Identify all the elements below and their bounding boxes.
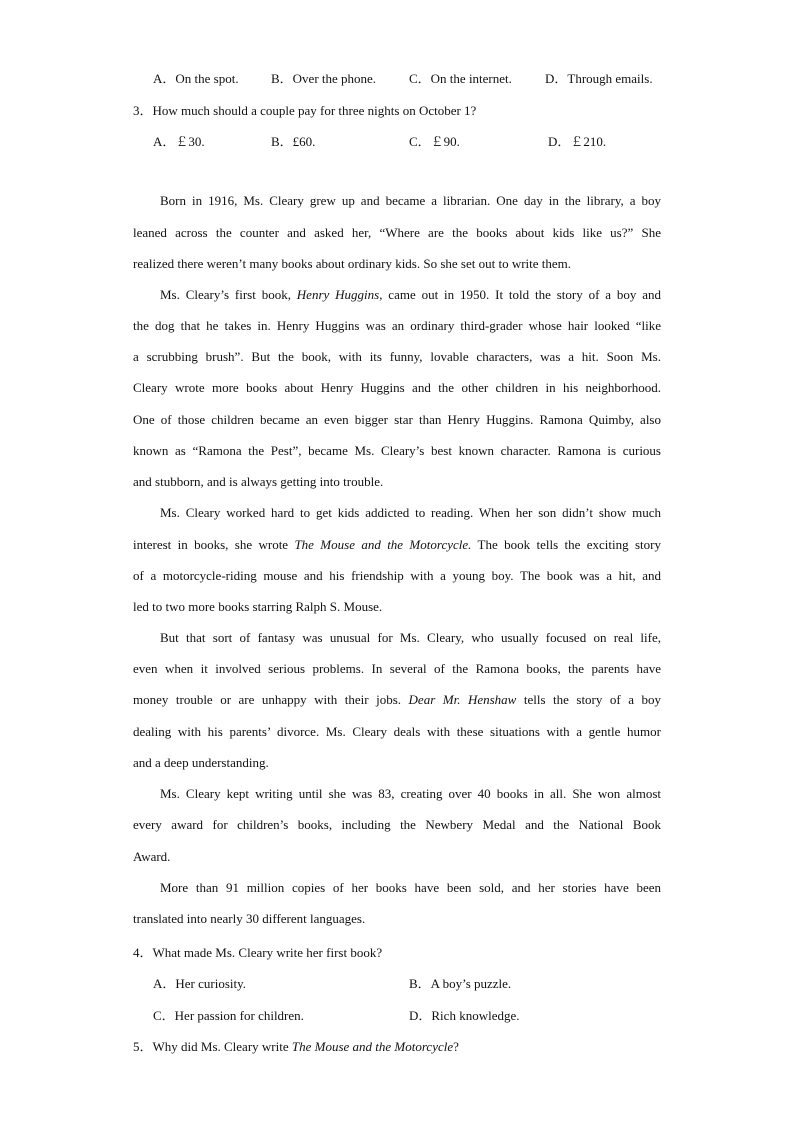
text-run: tells the story of a boy [516,692,661,707]
passage-line: realized there weren’t many books about ordinary kids. So she set out to write them. [133,256,572,271]
passage-line: One of those children became an even bigger star than Henry Huggins. Ramona Quimby, also [133,412,661,427]
q4-option-d[interactable]: D．Rich knowledge. [409,1008,520,1023]
passage-line: More than 91 million copies of her books have been sold, and her stories have been [160,880,661,895]
passage-line: leaned across the counter and asked her, “Where are the books about kids like us?” She [133,225,661,240]
passage-line: Award. [133,849,171,864]
q3-option-b[interactable]: B．£60. [271,134,316,149]
book-title: The Mouse and the Motorcycle [291,1039,454,1054]
passage-line: and stubborn, and is always getting into trouble. [133,474,384,489]
q4-option-b[interactable]: B．A boy’s puzzle. [409,976,512,991]
passage-line: of a motorcycle-riding mouse and his friendship with a young boy. The book was a hit, and [133,568,661,583]
passage-line: led to two more books starring Ralph S. Mouse. [133,599,383,614]
q4-options-row2 [153,1005,693,1025]
passage-line: even when it involved serious problems. In several of the Ramona books, the parents have [133,661,661,676]
passage-line: But that sort of fantasy was unusual for Ms. Cleary, who usually focused on real life, [160,630,661,645]
text-run: The book tells the exciting story [471,537,661,552]
passage-line: Born in 1916, Ms. Cleary grew up and became a librarian. One day in the library, a boy [160,193,661,208]
q3-option-c[interactable]: C．￡90. [409,134,460,149]
text-run: , came out in 1950. It told the story of a boy and [379,287,661,302]
passage-line: dealing with his parents’ divorce. Ms. Cleary deals with these situations with a gentle humor [133,724,661,739]
text-run: interest in books, she wrote [133,537,295,552]
q4-option-a[interactable]: A．Her curiosity. [153,976,247,991]
q3-option-d[interactable]: D．￡210. [548,134,607,149]
text-run: ? [453,1039,459,1054]
q5-stem [133,1036,459,1055]
passage-line: Cleary wrote more books about Henry Huggins and the other children in his neighborhood. [133,380,661,395]
q3-options [153,131,693,151]
q4-option-c[interactable]: C．Her passion for children. [153,1008,304,1023]
book-title: The Mouse and the Motorcycle. [294,537,472,552]
q4-options-row1 [153,973,693,993]
book-title: Henry Huggins [296,287,380,302]
q2-option-c[interactable]: C．On the internet. [409,71,512,86]
q4-stem: 4．What made Ms. Cleary write her first book? [133,945,383,960]
passage-line [133,537,661,553]
passage-line: Ms. Cleary worked hard to get kids addicted to reading. When her son didn’t show much [160,505,661,520]
passage-line [160,287,661,303]
passage-line: and a deep understanding. [133,755,269,770]
text-run: 5．Why did Ms. Cleary write [133,1039,292,1054]
q2-option-d[interactable]: D．Through emails. [545,71,653,86]
book-title: Dear Mr. Henshaw [408,692,517,707]
passage-line [133,692,661,708]
q2-option-b[interactable]: B．Over the phone. [271,71,377,86]
passage-line: the dog that he takes in. Henry Huggins was an ordinary third-grader whose hair looked “like [133,318,661,333]
q3-stem: 3．How much should a couple pay for three nights on October 1? [133,103,477,118]
text-run: Ms. Cleary’s first book, [160,287,297,302]
q2-options [153,68,693,88]
text-run: money trouble or are unhappy with their jobs. [133,692,409,707]
passage-line: Ms. Cleary kept writing until she was 83, creating over 40 books in all. She won almost [160,786,661,801]
q3-option-a[interactable]: A．￡30. [153,134,205,149]
passage-line: translated into nearly 30 different languages. [133,911,366,926]
passage-line: every award for children’s books, including the Newbery Medal and the National Book [133,817,661,832]
passage-line: known as “Ramona the Pest”, became Ms. Cleary’s best known character. Ramona is curious [133,443,661,458]
q2-option-a[interactable]: A．On the spot. [153,71,239,86]
passage-line: a scrubbing brush”. But the book, with its funny, lovable characters, was a hit. Soon Ms. [133,349,661,364]
